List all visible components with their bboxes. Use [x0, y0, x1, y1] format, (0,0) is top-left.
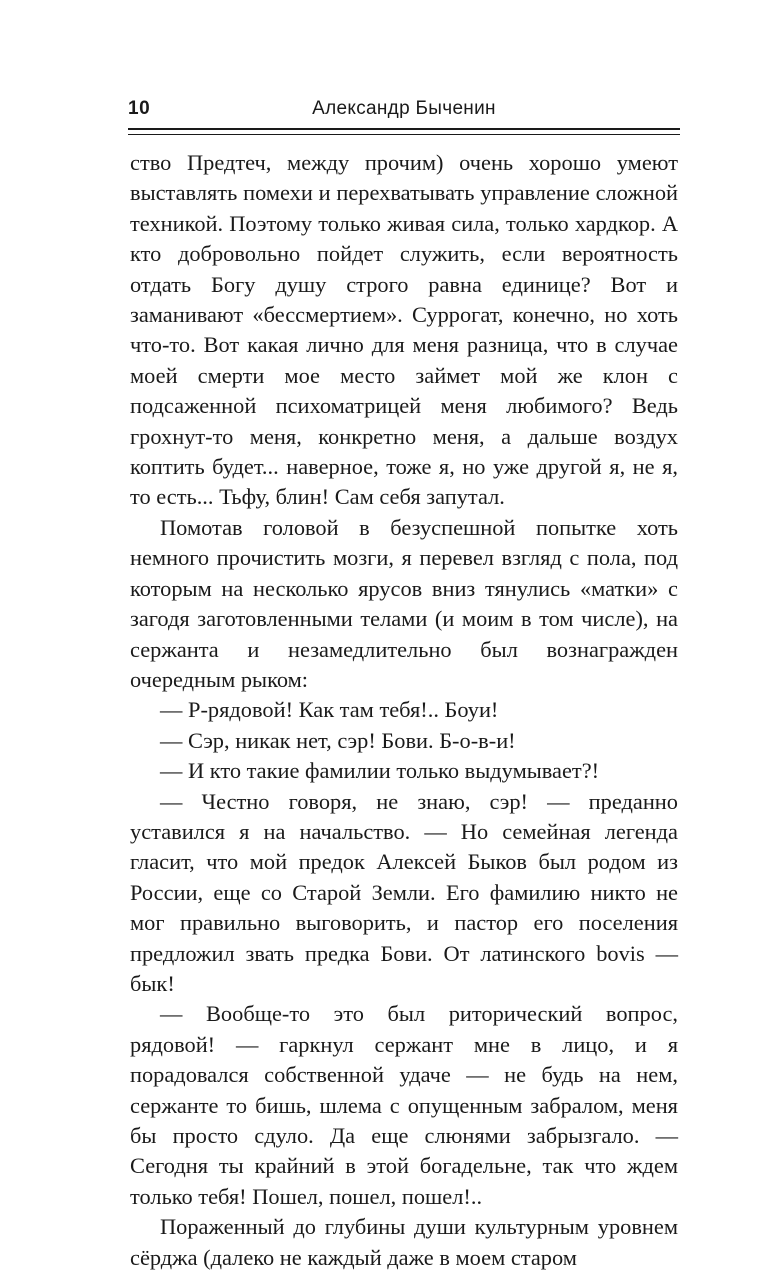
paragraph: Пораженный до глубины души культурным уровнем сёрджа (далеко не каждый даже в моем старом: [130, 1214, 678, 1270]
dialogue-line: — Честно говоря, не знаю, сэр! — преданно уставился я на начальство. — Но семейная легенда гласит, что мой предок Алексей Быков был родом из России, еще со Старой Земли. Его фамилию никто не мог правильно выговорить, и пастор его поселения предложил звать предка Бови. От латинского bovis — бык!: [130, 788, 678, 996]
header-rule-thick: [128, 128, 680, 130]
running-header: [128, 96, 680, 124]
dialogue-line: — Р-рядовой! Как там тебя!.. Боуи!: [160, 697, 499, 723]
body-text: [130, 148, 678, 1273]
paragraph: Помотав головой в безуспешной попытке хоть немного прочистить мозги, я перевел взгляд с пола, под которым на несколько ярусов вниз тянулись «матки» с загодя заготовленными телами (и моим в том числе), на сержанта и незамедлительно был вознагражден очередным рыком:: [130, 514, 678, 692]
author-name: Александр Быченин: [312, 98, 496, 119]
paragraph: ство Предтеч, между прочим) очень хорошо умеют выставлять помехи и перехватывать управление сложной техникой. Поэтому только живая сила, только хардкор. А кто добровольно пойдет служить, если вероятность отдать Богу душу строго равна единице? Вот и заманивают «бессмертием». Суррогат, конечно, но хоть что-то. Вот какая лично для меня разница, что в случае моей смерти мое место займет мой же клон с подсаженной психоматрицей меня любимого? Ведь грохнут-то меня, конкретно меня, а дальше воздух коптить будет... наверное, тоже я, но уже другой я, не я, то есть... Тьфу, блин! Сам себя запутал.: [130, 150, 678, 510]
dialogue-line: — Вообще-то это был риторический вопрос, рядовой! — гаркнул сержант мне в лицо, и я порадовался собственной удаче — не будь на нем, сержанте то бишь, шлема с опущенным забралом, меня бы просто сдуло. Да еще слюнями забрызгало. — Сегодня ты крайний в этой богадельне, так что ждем только тебя! Пошел, пошел, пошел!..: [130, 1001, 678, 1209]
page-number: 10: [128, 98, 151, 119]
dialogue-line: — И кто такие фамилии только выдумывает?!: [160, 758, 600, 784]
header-rule-thin: [128, 134, 680, 135]
dialogue-line: — Сэр, никак нет, сэр! Бови. Б-о-в-и!: [160, 727, 516, 753]
